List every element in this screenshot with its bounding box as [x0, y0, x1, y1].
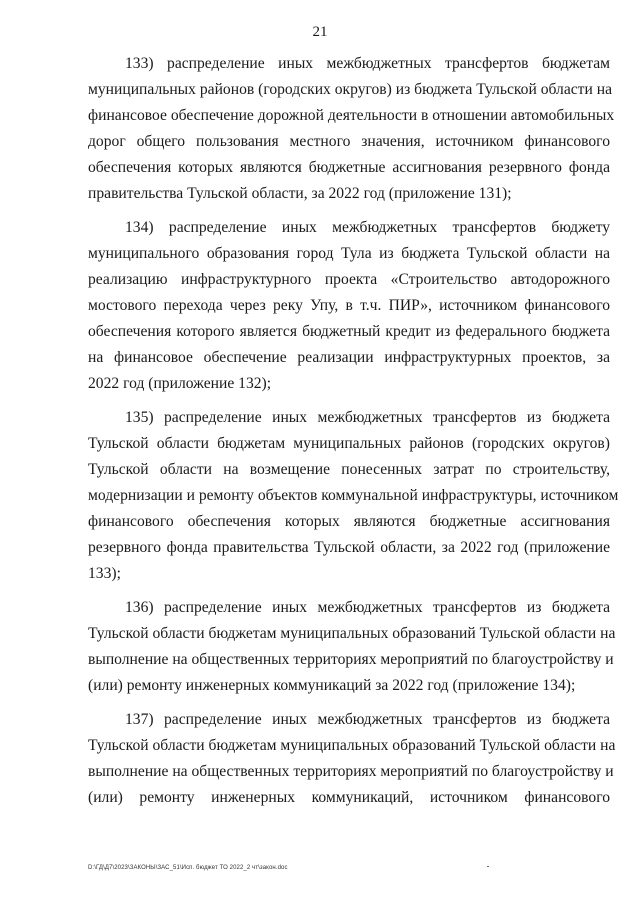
- text-line: Тульской области бюджетам муниципальных образований Тульской области на: [88, 625, 616, 642]
- text-line: резервного фонда правительства Тульской области, за 2022 год (приложение: [88, 539, 610, 556]
- text-line: обеспечения которого является бюджетный кредит из федерального бюджета: [88, 323, 610, 340]
- text-line: Тульской области бюджетам муниципальных образований Тульской области на: [88, 737, 616, 754]
- page-number: 21: [312, 24, 328, 40]
- text-line: обеспечения которых являются бюджетные ассигнования резервного фонда: [88, 159, 610, 176]
- list-item-paragraph: [88, 405, 619, 587]
- text-line: (или) ремонту инженерных коммуникаций за 2022 год (приложение 134);: [88, 677, 576, 694]
- file-path-footer: D:\ГД\Д7\2023\ЗАКОНЫ\ЗАС_51\Исп. бюджет ТО 2022_2 чт\закон.doc: [88, 865, 288, 871]
- text-line: 133) распределение иных межбюджетных трансфертов бюджетам: [125, 55, 610, 72]
- text-line: 133);: [88, 565, 121, 582]
- text-line: мостового перехода через реку Упу, в т.ч. ПИР», источником финансового: [88, 297, 610, 314]
- text-line: Тульской области бюджетам муниципальных районов (городских округов): [88, 435, 610, 452]
- text-line: правительства Тульской области, за 2022 год (приложение 131);: [88, 185, 512, 202]
- text-line: модернизации и ремонту объектов коммунальной инфраструктуры, источником: [88, 487, 619, 504]
- text-line: выполнение на общественных территориях мероприятий по благоустройству и: [88, 651, 614, 668]
- text-line: 2022 год (приложение 132);: [88, 375, 272, 392]
- text-line: (или) ремонту инженерных коммуникаций, источником финансового: [88, 789, 610, 806]
- list-item-paragraph: [88, 215, 610, 397]
- text-line: муниципальных районов (городских округов) из бюджета Тульской области на: [88, 81, 612, 98]
- text-line: финансового обеспечения которых являются бюджетные ассигнования: [88, 513, 610, 530]
- text-line: муниципального образования город Тула из бюджета Тульской области на: [88, 245, 610, 262]
- text-line: 135) распределение иных межбюджетных трансфертов из бюджета: [125, 409, 610, 426]
- text-line: на финансовое обеспечение реализации инфраструктурных проектов, за: [88, 349, 610, 366]
- text-line: финансовое обеспечение дорожной деятельности в отношении автомобильных: [88, 107, 615, 124]
- list-item-paragraph: [88, 51, 615, 207]
- list-item-paragraph: [88, 707, 616, 811]
- text-line: реализацию инфраструктурного проекта «Строительство автодорожного: [88, 271, 610, 288]
- text-line: 137) распределение иных межбюджетных трансфертов из бюджета: [125, 711, 610, 728]
- text-line: выполнение на общественных территориях мероприятий по благоустройству и: [88, 763, 614, 780]
- document-body: [88, 51, 619, 819]
- text-line: 134) распределение иных межбюджетных трансфертов бюджету: [125, 219, 610, 236]
- text-line: 136) распределение иных межбюджетных трансфертов из бюджета: [125, 599, 610, 616]
- text-line: Тульской области на возмещение понесенных затрат по строительству,: [88, 461, 610, 478]
- footer-mark: [487, 866, 489, 867]
- list-item-paragraph: [88, 595, 616, 699]
- text-line: дорог общего пользования местного значения, источником финансового: [88, 133, 610, 150]
